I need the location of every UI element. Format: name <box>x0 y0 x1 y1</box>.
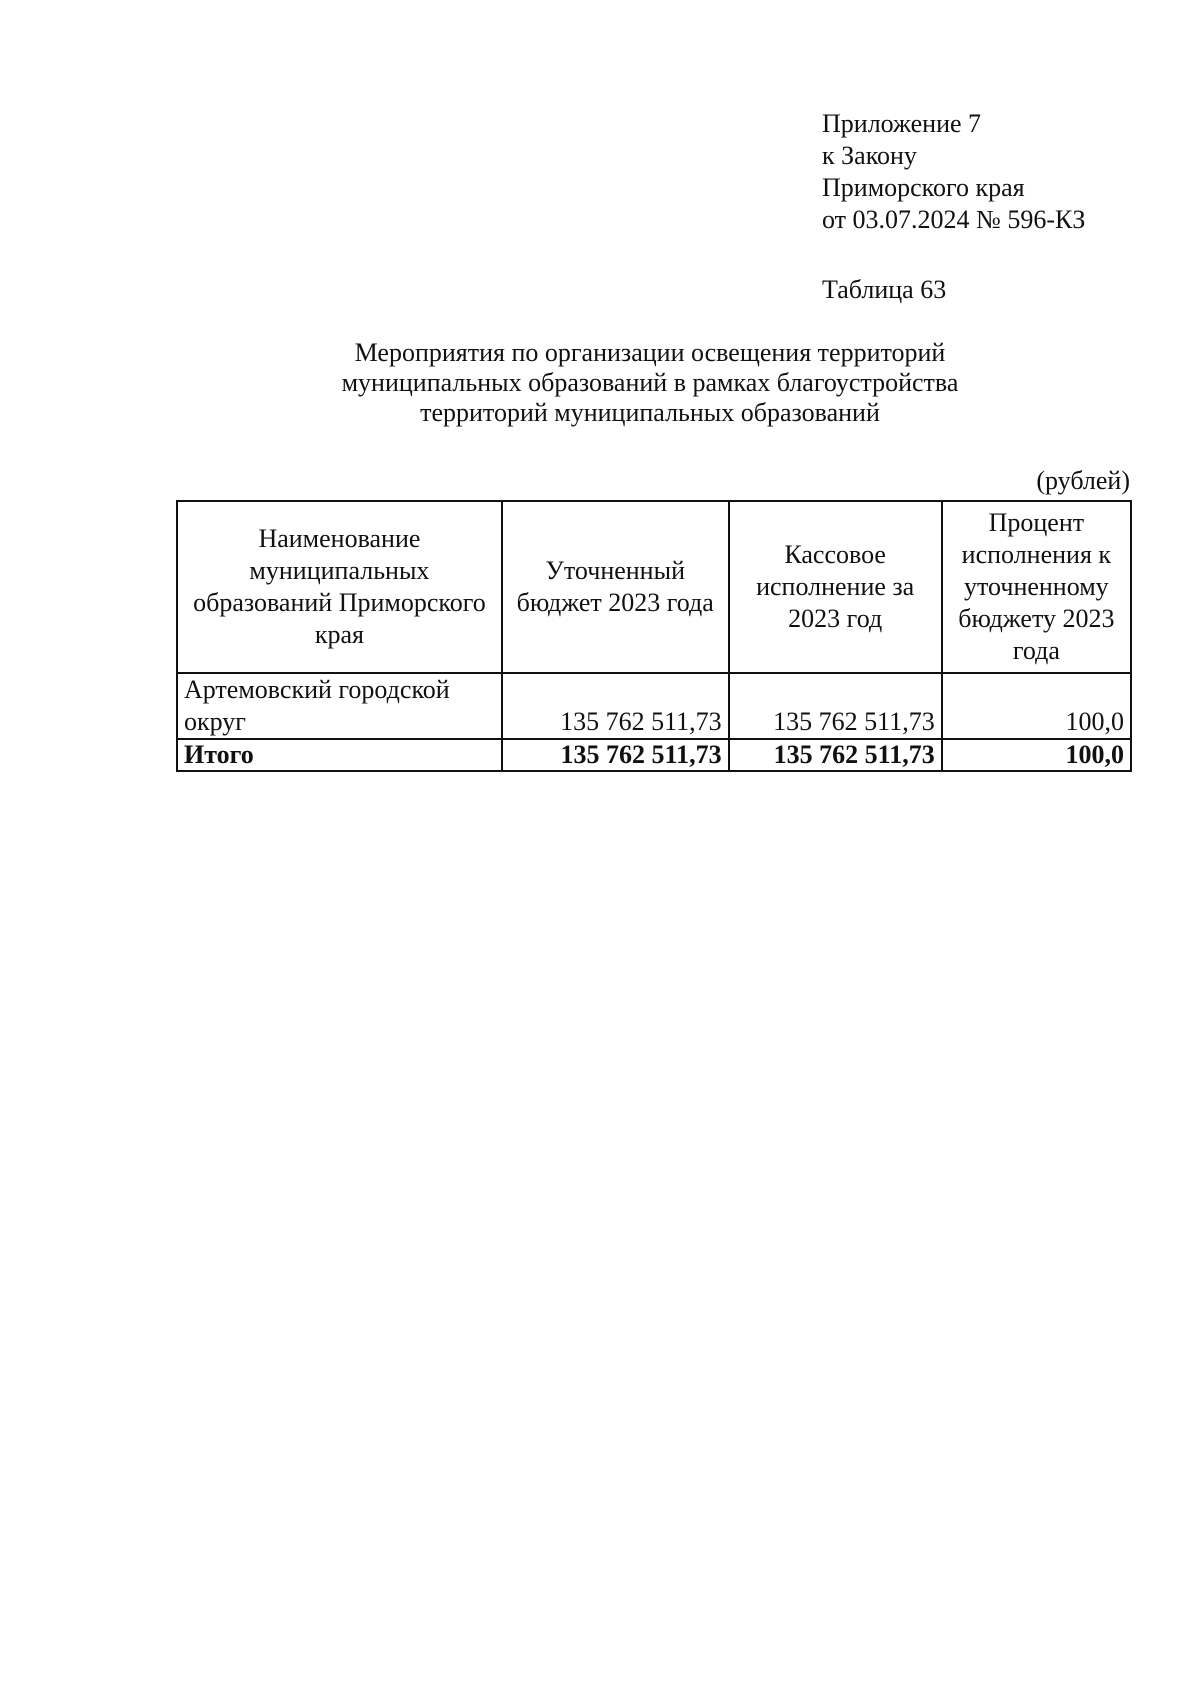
header-municipality: Наименование муниципальных образований Приморского края <box>177 501 502 673</box>
total-budget: 135 762 511,73 <box>502 739 729 771</box>
title-line-1: Мероприятия по организации освещения территорий <box>354 338 946 367</box>
appendix-reference <box>822 108 1085 236</box>
total-execution: 135 762 511,73 <box>729 739 942 771</box>
appendix-line-3: Приморского края <box>822 173 1025 202</box>
total-label: Итого <box>177 739 502 771</box>
units-label: (рублей) <box>1036 466 1130 495</box>
table-number: Таблица 63 <box>822 275 947 304</box>
title-line-3: территорий муниципальных образований <box>420 398 880 427</box>
total-percent: 100,0 <box>942 739 1131 771</box>
appendix-line-2: к Закону <box>822 141 917 170</box>
title-line-2: муниципальных образований в рамках благоустройства <box>341 368 959 397</box>
table-row <box>177 673 1131 739</box>
table-header-row <box>177 501 1131 673</box>
appendix-line-4: от 03.07.2024 № 596-КЗ <box>822 205 1086 234</box>
cell-municipality: Артемовский городской округ <box>177 673 502 739</box>
budget-table <box>176 500 1132 772</box>
header-execution: Кассовое исполнение за 2023 год <box>729 501 942 673</box>
header-budget: Уточненный бюджет 2023 года <box>502 501 729 673</box>
document-title <box>220 338 1080 428</box>
cell-execution: 135 762 511,73 <box>729 673 942 739</box>
header-percent: Процент исполнения к уточненному бюджету 2023 года <box>942 501 1131 673</box>
cell-percent: 100,0 <box>942 673 1131 739</box>
cell-budget: 135 762 511,73 <box>502 673 729 739</box>
appendix-line-1: Приложение 7 <box>822 109 982 138</box>
table-total-row <box>177 739 1131 771</box>
